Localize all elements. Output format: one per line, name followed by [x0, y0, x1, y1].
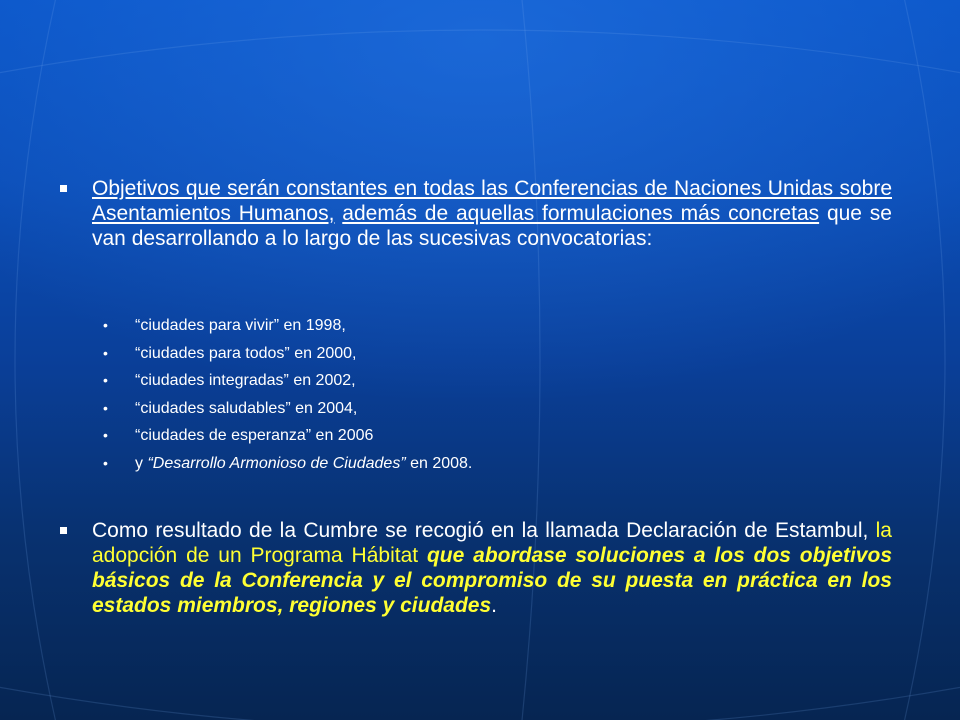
paragraph2-highlight-emphasis: que abordase soluciones a los dos objetivos básicos de la Conferencia y el compromiso de su puesta en práctica en los estados miembros, regiones y ciudades: [92, 544, 892, 617]
paragraph-declaracion-estambul: [92, 518, 892, 618]
list-item: [103, 367, 472, 395]
list-item-text: “ciudades para vivir” en 1998,: [135, 317, 346, 334]
paragraph1-end: que se van desarrollando a lo largo de las sucesivas convocatorias:: [92, 202, 892, 250]
list-item: [103, 340, 472, 368]
paragraph-objetivos: [92, 176, 892, 251]
list-item-text: “ciudades saludables” en 2004,: [135, 399, 358, 417]
list-item-text: “ciudades de esperanza” en 2006: [135, 427, 374, 444]
list-item-prefix: y: [135, 454, 148, 472]
round-bullet-icon: •: [103, 344, 108, 361]
round-bullet-icon: •: [103, 372, 108, 388]
list-item: [103, 422, 472, 450]
paragraph1-underlined-middle: además de aquellas formulaciones más concretas: [342, 202, 820, 225]
list-item: [103, 312, 472, 340]
list-item-text: “ciudades para todos” en 2000,: [135, 344, 357, 362]
square-bullet-icon: [60, 185, 67, 192]
paragraph2-end: .: [491, 594, 497, 617]
round-bullet-icon: •: [103, 454, 108, 471]
paragraph2-highlight: la adopción de un Programa Hábitat: [92, 519, 892, 567]
round-bullet-icon: •: [103, 427, 108, 443]
round-bullet-icon: •: [103, 399, 108, 416]
list-item-suffix: en 2008.: [405, 454, 473, 472]
paragraph1-underlined-start: Objetivos que serán constantes en todas las Conferencias de Naciones Unidas sobre Asentamientos Humanos,: [92, 177, 892, 225]
square-bullet-icon: [60, 527, 67, 534]
list-item-italic: “Desarrollo Armonioso de Ciudades”: [147, 454, 406, 472]
list-item-text: “ciudades integradas” en 2002,: [135, 372, 356, 389]
list-item: [103, 395, 472, 423]
conference-themes-list: [103, 312, 472, 477]
paragraph2-start: Como resultado de la Cumbre se recogió en la llamada Declaración de Estambul,: [92, 519, 876, 542]
round-bullet-icon: •: [103, 317, 108, 333]
list-item: [103, 450, 472, 478]
